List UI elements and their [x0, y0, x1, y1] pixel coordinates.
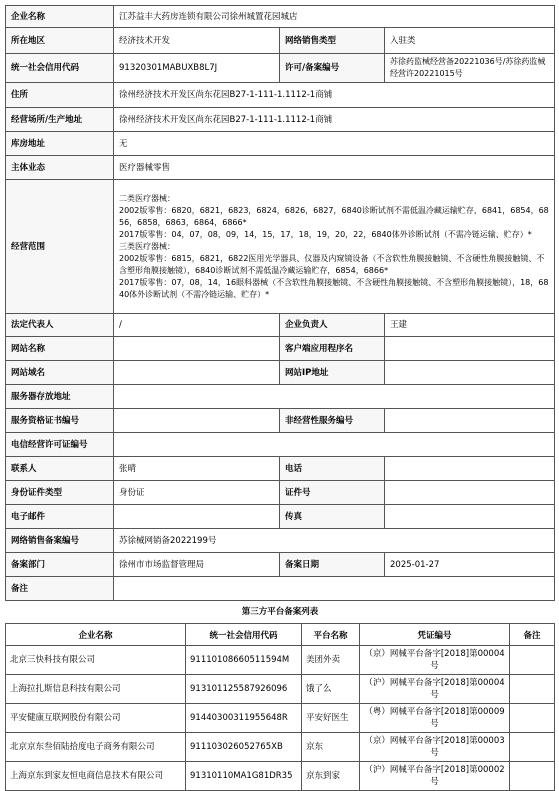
- row-id-type: [6, 481, 555, 505]
- platform-remark-cell: [510, 704, 555, 733]
- platform-col-platform: 平台名称: [302, 624, 360, 646]
- platform-company-cell: 北京京东叁佰陆拾度电子商务有限公司: [6, 733, 186, 762]
- region-label: 所在地区: [6, 28, 114, 54]
- scope-line: 2002版零售：6815，6821，6822医用光学器具、仪器及内窥镜设备（不含软性角膜接触镜、不含硬性角膜接触镜、不含塑形角膜接触镜），6840诊断试剂不需低温冷藏运输贮存，6854，6866*: [119, 253, 545, 275]
- platform-remark-cell: [510, 762, 555, 791]
- app-name-label: 客户端应用程序名: [280, 337, 385, 361]
- platform-credit-cell: 91110108660511594M: [186, 646, 302, 675]
- credit-code-label: 统一社会信用代码: [6, 54, 114, 83]
- domain-label: 网站域名: [6, 361, 114, 385]
- phone-value: [385, 457, 555, 481]
- remark-value: [114, 577, 555, 601]
- biz-address-value: 徐州经济技术开发区尚东花园B27-1-111-1.1112-1商铺: [114, 108, 555, 132]
- row-company-name: [6, 6, 555, 28]
- row-net-record: [6, 529, 555, 553]
- ip-value: [385, 361, 555, 385]
- row-credit-code: [6, 54, 555, 83]
- scope-label: 经营范围: [6, 180, 114, 314]
- nonprofit-label: 非经营性服务编号: [280, 409, 385, 433]
- row-dept: [6, 553, 555, 577]
- platform-col-remark: 备注: [510, 624, 555, 646]
- license-value: 苏徐药监械经营备20221036号/苏徐药监械经营许20221015号: [385, 54, 555, 83]
- server-label: 服务器存放地址: [6, 385, 114, 409]
- platform-company-cell: 上海拉扎斯信息科技有限公司: [6, 675, 186, 704]
- scope-line: 三类医疗器械：: [119, 241, 175, 251]
- row-warehouse: [6, 132, 555, 156]
- platform-col-company: 企业名称: [6, 624, 186, 646]
- site-name-label: 网站名称: [6, 337, 114, 361]
- net-record-value: 苏徐械网销备2022199号: [114, 529, 555, 553]
- row-scope: [6, 180, 555, 314]
- site-name-value: [114, 337, 280, 361]
- record-sheet: [5, 5, 554, 791]
- company-name-value: 江苏益丰大药房连锁有限公司徐州城置花园城店: [114, 6, 555, 28]
- platform-name-cell: 平安好医生: [302, 704, 360, 733]
- credit-code-value: 91320301MABUXB8L7J: [114, 54, 280, 83]
- manager-value: 王建: [385, 314, 555, 337]
- platform-company-cell: 上海京东到家友恒电商信息技术有限公司: [6, 762, 186, 791]
- legal-rep-label: 法定代表人: [6, 314, 114, 337]
- row-biz-address: [6, 108, 555, 132]
- table-row: [6, 675, 555, 704]
- main-business-label: 主体业态: [6, 156, 114, 180]
- ip-label: 网站IP地址: [280, 361, 385, 385]
- domain-value: [114, 361, 280, 385]
- platform-credit-cell: 913101125587926096: [186, 675, 302, 704]
- warehouse-label: 库房地址: [6, 132, 114, 156]
- platform-section-title: 第三方平台备案列表: [6, 601, 555, 624]
- platform-voucher-cell: （沪）网械平台备字[2018]第00004号: [360, 675, 510, 704]
- platform-remark-cell: [510, 646, 555, 675]
- row-server: [6, 385, 555, 409]
- contact-value: 张晴: [114, 457, 280, 481]
- net-record-label: 网络销售备案编号: [6, 529, 114, 553]
- row-site-name: [6, 337, 555, 361]
- service-cert-label: 服务资格证书编号: [6, 409, 114, 433]
- platform-name-cell: 京东到家: [302, 762, 360, 791]
- row-contact: [6, 457, 555, 481]
- scope-line: 2017版零售：07，08，14，16眼科器械（不含软性角膜接触镜、不含硬性角膜接触镜、不含塑形角膜接触镜），18，6840体外诊断试剂（不需冷链运输、贮存）*: [119, 277, 549, 299]
- platform-remark-cell: [510, 733, 555, 762]
- id-no-label: 证件号: [280, 481, 385, 505]
- table-row: [6, 762, 555, 791]
- row-service-cert: [6, 409, 555, 433]
- dept-label: 备案部门: [6, 553, 114, 577]
- platform-col-credit-code: 统一社会信用代码: [186, 624, 302, 646]
- platform-credit-cell: 91310110MA1G81DR35: [186, 762, 302, 791]
- id-type-label: 身份证件类型: [6, 481, 114, 505]
- row-remark: [6, 577, 555, 601]
- contact-label: 联系人: [6, 457, 114, 481]
- nonprofit-value: [385, 409, 555, 433]
- record-date-label: 备案日期: [280, 553, 385, 577]
- row-address: [6, 83, 555, 108]
- platform-company-cell: 北京三快科技有限公司: [6, 646, 186, 675]
- service-cert-value: [114, 409, 280, 433]
- platform-credit-cell: 91440300311955648R: [186, 704, 302, 733]
- telecom-label: 电信经营许可证编号: [6, 433, 114, 457]
- id-type-value: 身份证: [114, 481, 280, 505]
- region-value: 经济技术开发: [114, 28, 280, 54]
- scope-line: 2017版零售：04，07，08，09，14，15，17，18，19，20，22，6840体外诊断试剂（不需冷链运输、贮存）*: [119, 229, 532, 239]
- company-name-label: 企业名称: [6, 6, 114, 28]
- main-business-value: 医疗器械零售: [114, 156, 555, 180]
- row-domain: [6, 361, 555, 385]
- biz-address-label: 经营场所/生产地址: [6, 108, 114, 132]
- row-telecom: [6, 433, 555, 457]
- telecom-value: [114, 433, 555, 457]
- scope-line: 二类医疗器械：: [119, 193, 175, 203]
- fax-label: 传真: [280, 505, 385, 529]
- platform-col-voucher: 凭证编号: [360, 624, 510, 646]
- platform-name-cell: 京东: [302, 733, 360, 762]
- address-value: 徐州经济技术开发区尚东花园B27-1-111-1.1112-1商铺: [114, 83, 555, 108]
- phone-label: 电话: [280, 457, 385, 481]
- dept-value: 徐州市市场监督管理局: [114, 553, 280, 577]
- platform-remark-cell: [510, 675, 555, 704]
- table-row: [6, 733, 555, 762]
- platform-voucher-cell: （京）网械平台备字[2018]第00004号: [360, 646, 510, 675]
- platform-name-cell: 美团外卖: [302, 646, 360, 675]
- row-region: [6, 28, 555, 54]
- row-email: [6, 505, 555, 529]
- record-date-value: 2025-01-27: [385, 553, 555, 577]
- scope-value: [114, 180, 555, 314]
- id-no-value: [385, 481, 555, 505]
- platform-name-cell: 饿了么: [302, 675, 360, 704]
- platform-header-row: [6, 624, 555, 646]
- platform-voucher-cell: （粤）网械平台备字[2018]第00009号: [360, 704, 510, 733]
- platform-voucher-cell: （沪）网械平台备字[2018]第00002号: [360, 762, 510, 791]
- sale-type-label: 网络销售类型: [280, 28, 385, 54]
- company-info-table: [5, 5, 555, 601]
- row-legal-rep: [6, 314, 555, 337]
- app-name-value: [385, 337, 555, 361]
- platform-company-cell: 平安健康互联网股份有限公司: [6, 704, 186, 733]
- scope-line: 2002版零售：6820，6821，6823，6824，6826，6827，6840诊断试剂不需低温冷藏运输贮存，6841，6854，6856，6858，6863，6864，6866*: [119, 205, 549, 227]
- address-label: 住所: [6, 83, 114, 108]
- table-row: [6, 646, 555, 675]
- manager-label: 企业负责人: [280, 314, 385, 337]
- remark-label: 备注: [6, 577, 114, 601]
- platform-table: [5, 601, 555, 791]
- platform-credit-cell: 911103026052765XB: [186, 733, 302, 762]
- fax-value: [385, 505, 555, 529]
- server-value: [114, 385, 555, 409]
- license-label: 许可/备案编号: [280, 54, 385, 83]
- table-row: [6, 704, 555, 733]
- row-main-business: [6, 156, 555, 180]
- email-label: 电子邮件: [6, 505, 114, 529]
- email-value: [114, 505, 280, 529]
- sale-type-value: 入驻类: [385, 28, 555, 54]
- platform-voucher-cell: （京）网械平台备字[2018]第00003号: [360, 733, 510, 762]
- legal-rep-value: /: [114, 314, 280, 337]
- warehouse-value: 无: [114, 132, 555, 156]
